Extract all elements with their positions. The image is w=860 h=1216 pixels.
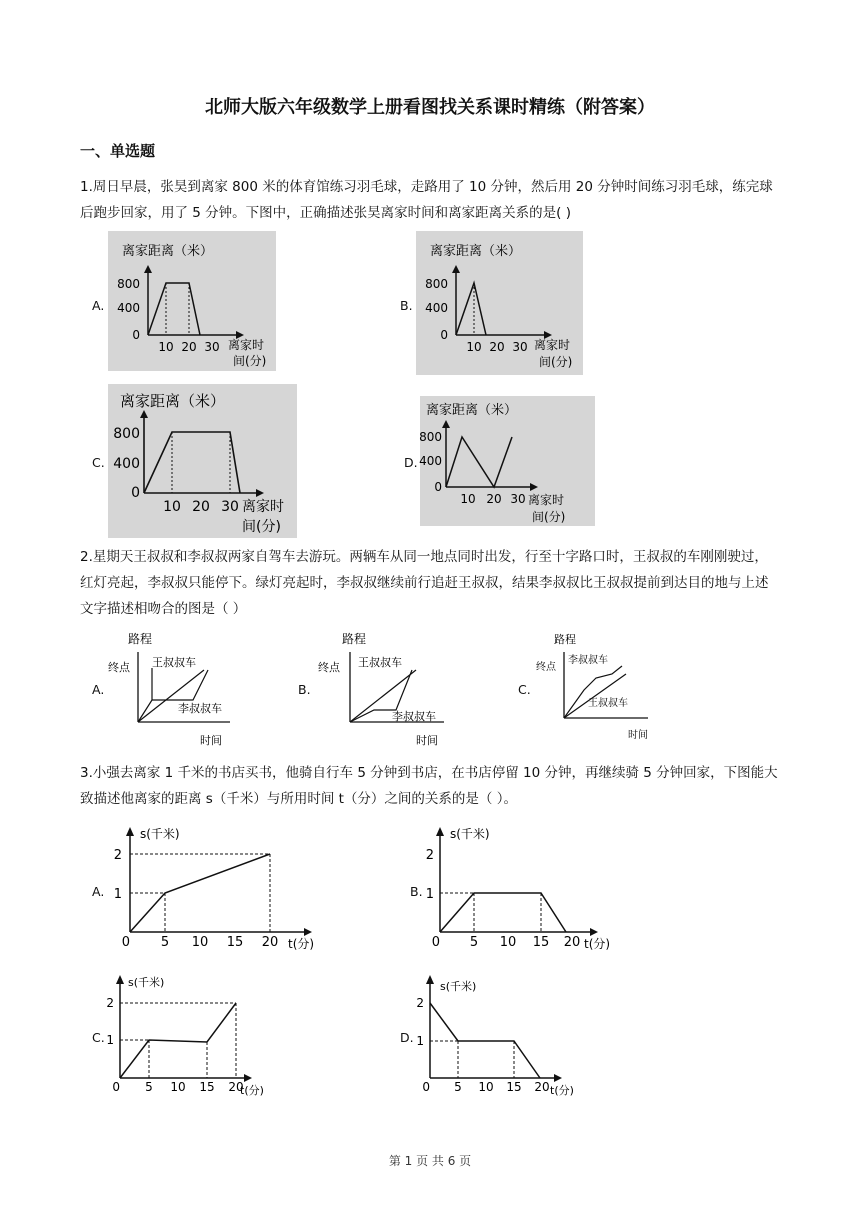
q2-option-b-label: B. (298, 682, 311, 697)
wang-line (564, 674, 626, 718)
endpoint-label: 终点 (108, 661, 130, 674)
graph-b-svg (416, 231, 583, 375)
x-tick: 10 (460, 492, 476, 506)
y-tick: 2 (106, 996, 114, 1010)
x-tick: 15 (199, 1080, 215, 1094)
y-axis-label: 离家距离（米） (426, 403, 518, 418)
q3-option-a-label: A. (92, 884, 105, 899)
x-axis-label: 间(分) (242, 519, 281, 535)
q3-graph-d-svg (416, 972, 582, 1100)
y-axis-arrow (426, 975, 434, 984)
q2-graph-b-svg (316, 630, 462, 750)
x-axis-label: t(分) (584, 937, 611, 951)
y-axis-arrow (116, 975, 124, 984)
y-axis-label: 路程 (554, 633, 576, 646)
x-tick: 5 (454, 1080, 462, 1094)
y-tick: 0 (431, 935, 440, 950)
y-tick: 2 (113, 848, 122, 863)
x-tick: 20 (228, 1080, 244, 1094)
x-tick: 5 (160, 935, 170, 950)
q1-option-d-graph[interactable] (420, 396, 595, 526)
x-axis-label: 离家时 (528, 493, 565, 507)
x-axis-label: 离家时 (242, 499, 284, 515)
graph-a-svg (108, 231, 276, 371)
wang-label: 王叔叔车 (588, 698, 628, 709)
x-tick: 20 (563, 935, 581, 950)
y-tick: 800 (419, 430, 442, 444)
x-axis-label: 时间 (200, 734, 222, 747)
y-axis-label: s(千米) (440, 980, 477, 993)
y-tick: 400 (113, 456, 140, 472)
x-tick: 20 (192, 499, 210, 515)
x-tick: 5 (145, 1080, 153, 1094)
y-tick: 400 (425, 301, 448, 315)
x-axis-label: 离家时 (534, 338, 571, 352)
x-axis-arrow (256, 489, 264, 497)
endpoint-label: 终点 (318, 661, 340, 674)
y-axis-label: s(千米) (140, 827, 180, 841)
y-axis-label: 离家距离（米） (122, 244, 214, 259)
q1-option-c-graph[interactable] (108, 384, 297, 538)
q1-option-b-graph[interactable] (416, 231, 583, 375)
graph-c-svg (108, 384, 297, 538)
y-axis-arrow (144, 265, 152, 273)
x-tick: 30 (221, 499, 239, 515)
graph-d-svg (420, 396, 595, 526)
y-axis-arrow (126, 827, 134, 836)
x-axis-arrow (244, 1074, 252, 1082)
endpoint-label: 终点 (536, 662, 556, 673)
x-tick: 5 (469, 935, 479, 950)
y-tick: 800 (117, 277, 140, 291)
x-axis-label: t(分) (550, 1084, 574, 1097)
y-tick: 0 (121, 935, 130, 950)
x-tick: 10 (466, 340, 482, 354)
question-2-text: 2.星期天王叔叔和李叔叔两家自驾车去游玩。两辆车从同一地点同时出发，行至十字路口时，王叔叔的车刚刚驶过，红灯亮起，李叔叔只能停下。绿灯亮起时，李叔叔继续前行追赶王叔叔，结果李叔叔比王叔叔提前到达目的地与上述文字描述相吻合的图是（ ） (80, 549, 769, 617)
y-axis-label: 路程 (342, 632, 367, 646)
q2-graph-c-svg (536, 630, 660, 744)
li-label: 李叔叔车 (178, 702, 222, 715)
li-line (564, 666, 622, 718)
y-tick: 400 (117, 301, 140, 315)
page-footer: 第 1 页 共 6 页 (388, 1154, 472, 1168)
x-axis-arrow (304, 928, 312, 936)
y-tick: 0 (434, 480, 442, 494)
q3-option-d-graph[interactable] (416, 972, 582, 1100)
q3-option-c-label: C. (92, 1030, 105, 1045)
distance-line (148, 283, 200, 335)
x-tick: 20 (489, 340, 505, 354)
q3-graph-b-svg (426, 822, 616, 956)
y-tick: 2 (416, 996, 424, 1010)
distance-line (456, 283, 486, 335)
x-tick: 20 (261, 935, 279, 950)
x-axis-arrow (590, 928, 598, 936)
q1-option-b-label: B. (400, 298, 413, 313)
x-axis-label: 离家时 (228, 338, 265, 352)
q2-option-c-graph[interactable] (536, 630, 660, 744)
x-tick: 30 (512, 340, 528, 354)
q3-graph-a-svg (110, 822, 328, 956)
q2-option-a-label: A. (92, 682, 105, 697)
q2-option-b-graph[interactable] (316, 630, 462, 750)
question-3-text: 3.小强去离家 1 千米的书店买书，他骑自行车 5 分钟到书店，在书店停留 10 分钟，再继续骑 5 分钟回家，下图能大致描述他离家的距离 s（千米）与所用时间 t（分）之间的关系的是（ ）。 (80, 765, 778, 807)
x-axis-label: 时间 (416, 734, 438, 747)
li-label: 李叔叔车 (568, 655, 608, 666)
y-axis-arrow (442, 420, 450, 428)
y-tick: 0 (131, 485, 140, 501)
q3-option-b-label: B. (410, 884, 423, 899)
x-tick: 10 (163, 499, 181, 515)
question-1-text: 1.周日早晨，张昊到离家 800 米的体育馆练习羽毛球，走路用了 10 分钟，然后用 20 分钟时间练习羽毛球，练完球后跑步回家，用了 5 分钟。下图中，正确描述张昊离家时间和离家距离关系的是( ) (80, 179, 773, 221)
y-axis-label: 离家距离（米） (430, 244, 522, 259)
q1-option-a-label: A. (92, 298, 105, 313)
y-axis-arrow (452, 265, 460, 273)
x-tick: 20 (486, 492, 502, 506)
y-tick: 1 (106, 1033, 114, 1047)
q3-option-b-graph[interactable] (426, 822, 616, 956)
y-tick: 2 (425, 848, 434, 863)
x-axis-label: t(分) (288, 937, 315, 951)
x-axis-arrow (554, 1074, 562, 1082)
x-tick: 20 (534, 1080, 550, 1094)
q3-option-c-graph[interactable] (108, 972, 268, 1100)
x-axis-label: 间(分) (233, 354, 267, 368)
y-tick: 1 (425, 887, 434, 902)
q3-graph-c-svg (108, 972, 268, 1100)
x-tick: 10 (478, 1080, 494, 1094)
q2-option-a-graph[interactable] (108, 630, 248, 750)
q3-option-a-graph[interactable] (110, 822, 328, 956)
x-axis-label: 时间 (628, 730, 648, 741)
x-tick: 30 (204, 340, 220, 354)
y-tick: 0 (132, 328, 140, 342)
x-tick: 30 (510, 492, 526, 506)
y-axis-arrow (436, 827, 444, 836)
x-axis-label: t(分) (240, 1084, 264, 1097)
x-tick: 10 (499, 935, 517, 950)
q2-graph-a-svg (108, 630, 248, 750)
q1-option-d-label: D. (404, 455, 418, 470)
x-tick: 15 (532, 935, 550, 950)
y-axis-label: 路程 (128, 632, 153, 646)
y-tick: 800 (113, 426, 140, 442)
wang-label: 王叔叔车 (152, 656, 196, 669)
y-axis-arrow (140, 410, 148, 418)
q1-option-a-graph[interactable] (108, 231, 276, 371)
distance-line (440, 893, 566, 932)
y-tick: 0 (422, 1080, 430, 1094)
q2-option-c-label: C. (518, 682, 531, 697)
x-tick: 10 (158, 340, 174, 354)
y-tick: 1 (416, 1034, 424, 1048)
x-tick: 10 (170, 1080, 186, 1094)
x-tick: 20 (181, 340, 197, 354)
q3-option-d-label: D. (400, 1030, 414, 1045)
li-label: 李叔叔车 (392, 710, 436, 723)
x-tick: 15 (506, 1080, 522, 1094)
wang-label: 王叔叔车 (358, 656, 402, 669)
y-axis-label: s(千米) (450, 827, 490, 841)
y-tick: 0 (440, 328, 448, 342)
page-title: 北师大版六年级数学上册看图找关系课时精练（附答案） (205, 97, 655, 118)
section-heading: 一、单选题 (80, 142, 156, 160)
y-axis-label: s(千米) (128, 976, 165, 989)
y-axis-label: 离家距离（米） (120, 392, 226, 410)
distance-line (144, 432, 240, 493)
y-tick: 800 (425, 277, 448, 291)
x-tick: 15 (226, 935, 244, 950)
y-tick: 1 (113, 887, 122, 902)
y-tick: 400 (419, 454, 442, 468)
x-axis-label: 间(分) (532, 510, 566, 524)
distance-line (446, 437, 512, 487)
y-tick: 0 (112, 1080, 120, 1094)
x-tick: 10 (191, 935, 209, 950)
x-axis-label: 间(分) (539, 355, 573, 369)
q1-option-c-label: C. (92, 455, 105, 470)
x-axis-arrow (530, 483, 538, 491)
